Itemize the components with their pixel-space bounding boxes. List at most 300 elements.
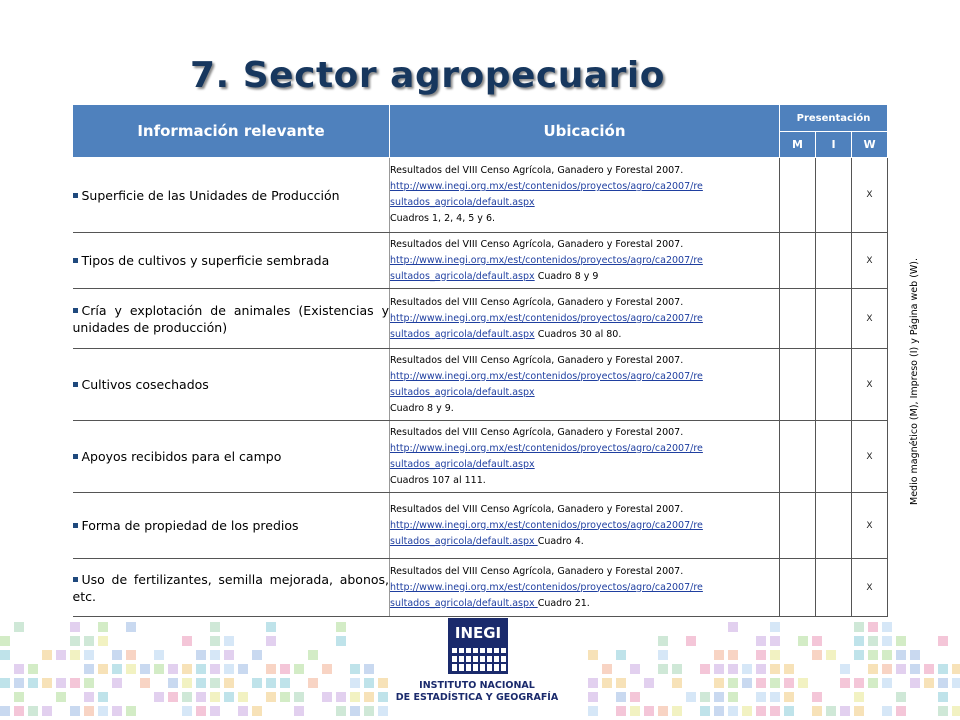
mosaic-tile [728, 678, 738, 688]
table-row [73, 559, 888, 617]
mosaic-tile [798, 678, 808, 688]
mosaic-tile [182, 692, 192, 702]
format-i-cell [816, 158, 852, 233]
mosaic-tile [812, 706, 822, 716]
mosaic-tile [112, 706, 122, 716]
info-cell [73, 493, 390, 559]
mosaic-tile [616, 706, 626, 716]
mosaic-tile [154, 650, 164, 660]
mosaic-tile [854, 678, 864, 688]
location-cell [390, 559, 780, 617]
cuadro-text: Cuadro 4. [537, 535, 584, 547]
mosaic-tile [896, 706, 906, 716]
mosaic-tile [882, 664, 892, 674]
mosaic-tile [14, 678, 24, 688]
format-w-cell: X [852, 158, 888, 233]
mosaic-tile [224, 650, 234, 660]
mosaic-tile [938, 664, 948, 674]
mosaic-tile [756, 636, 766, 646]
table-row [73, 233, 888, 289]
mosaic-tile [238, 706, 248, 716]
mosaic-tile [112, 678, 122, 688]
mosaic-tile [266, 622, 276, 632]
format-i-cell [816, 493, 852, 559]
mosaic-tile [0, 706, 10, 716]
logo-pixel [494, 648, 499, 653]
mosaic-tile [294, 692, 304, 702]
mosaic-tile [84, 692, 94, 702]
mosaic-tile [168, 678, 178, 688]
mosaic-tile [938, 636, 948, 646]
location-cell [390, 421, 780, 493]
mosaic-tile [224, 636, 234, 646]
mosaic-tile [630, 692, 640, 702]
source-text: Resultados del VIII Censo Agrícola, Ganadero y Forestal 2007. [390, 165, 684, 176]
mosaic-tile [70, 636, 80, 646]
mosaic-tile [882, 678, 892, 688]
source-text: Resultados del VIII Censo Agrícola, Ganadero y Forestal 2007. [390, 296, 684, 308]
bullet-icon [73, 258, 78, 263]
sources-table [72, 104, 888, 617]
mosaic-tile [630, 706, 640, 716]
logo-pixel [487, 664, 492, 671]
mosaic-tile [154, 664, 164, 674]
mosaic-tile [14, 692, 24, 702]
mosaic-tile [756, 706, 766, 716]
mosaic-tile [210, 664, 220, 674]
logo-line2: DE ESTADÍSTICA Y GEOGRAFÍA [395, 692, 559, 703]
mosaic-tile [672, 664, 682, 674]
mosaic-tile [728, 622, 738, 632]
mosaic-tile [336, 636, 346, 646]
mosaic-tile [224, 664, 234, 674]
mosaic-tile [672, 706, 682, 716]
source-link[interactable]: http://www.inegi.org.mx/est/contenidos/proyectos/agro/ca2007/re sultados_agricola/default.aspx [390, 370, 703, 398]
source-text: Resultados del VIII Censo Agrícola, Ganadero y Forestal 2007. [390, 426, 684, 438]
mosaic-tile [896, 664, 906, 674]
mosaic-tile [630, 664, 640, 674]
mosaic-tile [700, 692, 710, 702]
mosaic-tile [588, 650, 598, 660]
mosaic-tile [14, 622, 24, 632]
mosaic-tile [882, 622, 892, 632]
mosaic-tile [952, 678, 960, 688]
mosaic-tile [616, 650, 626, 660]
mosaic-tile [56, 678, 66, 688]
mosaic-tile [910, 678, 920, 688]
location-cell [390, 349, 780, 421]
mosaic-tile [126, 706, 136, 716]
mosaic-tile [770, 636, 780, 646]
mosaic-tile [728, 664, 738, 674]
mosaic-tile [658, 706, 668, 716]
info-text: Uso de fertilizantes, semilla mejorada, abonos, etc. [72, 571, 389, 604]
table-body [73, 158, 888, 617]
mosaic-tile [56, 692, 66, 702]
logo-pixel [473, 664, 478, 671]
mosaic-tile [364, 706, 374, 716]
mosaic-tile [84, 678, 94, 688]
mosaic-tile [280, 692, 290, 702]
mosaic-tile [84, 636, 94, 646]
mosaic-tile [266, 664, 276, 674]
logo-pixel [452, 664, 457, 671]
location-cell [390, 158, 780, 233]
logo-pixel [487, 656, 492, 662]
mosaic-tile [840, 706, 850, 716]
format-m-cell [780, 559, 816, 617]
logo-pixel [473, 656, 478, 662]
mosaic-tile [84, 650, 94, 660]
mosaic-tile [924, 678, 934, 688]
table-row [73, 493, 888, 559]
source-link[interactable]: http://www.inegi.org.mx/est/contenidos/proyectos/agro/ca2007/re sultados_agricola/default.aspx [390, 312, 703, 340]
format-i-cell [816, 559, 852, 617]
mosaic-tile [812, 636, 822, 646]
mosaic-tile [854, 650, 864, 660]
mosaic-tile [84, 664, 94, 674]
info-cell [73, 421, 390, 493]
info-text: Cría y explotación de animales (Existencias y unidades de producción) [72, 302, 389, 335]
mosaic-tile [714, 664, 724, 674]
info-cell [73, 233, 390, 289]
mosaic-tile [336, 706, 346, 716]
mosaic-tile [196, 706, 206, 716]
mosaic-tile [364, 664, 374, 674]
logo-pixel [452, 656, 457, 662]
logo-pixel [494, 656, 499, 662]
source-text: Resultados del VIII Censo Agrícola, Ganadero y Forestal 2007. [390, 503, 684, 515]
mosaic-tile [770, 650, 780, 660]
mosaic-tile [756, 678, 766, 688]
mosaic-tile [770, 678, 780, 688]
mosaic-tile [756, 650, 766, 660]
mosaic-tile [224, 692, 234, 702]
mosaic-tile [210, 622, 220, 632]
mosaic-tile [770, 664, 780, 674]
info-text: Cultivos cosechados [81, 377, 209, 392]
mosaic-tile [784, 706, 794, 716]
mosaic-tile [868, 678, 878, 688]
logo-pixel [480, 656, 485, 662]
mosaic-tile [140, 678, 150, 688]
mosaic-tile [882, 706, 892, 716]
mosaic-tile [868, 664, 878, 674]
mosaic-tile [798, 636, 808, 646]
mosaic-tile [826, 706, 836, 716]
mosaic-tile [42, 706, 52, 716]
mosaic-tile [784, 678, 794, 688]
inegi-logo [392, 612, 562, 712]
cuadro-text: Cuadros 30 al 80. [534, 328, 622, 340]
mosaic-tile [168, 692, 178, 702]
mosaic-tile [0, 650, 10, 660]
logo-pixel [452, 648, 457, 653]
mosaic-tile [266, 678, 276, 688]
logo-pixel [459, 648, 464, 653]
mosaic-tile [378, 692, 388, 702]
cuadros-text: Cuadro 8 y 9. [390, 402, 454, 414]
format-w-cell: X [852, 349, 888, 421]
mosaic-tile [812, 650, 822, 660]
page-title: 7. Sector agropecuario [190, 55, 665, 96]
bullet-icon [73, 193, 78, 198]
mosaic-tile [126, 622, 136, 632]
source-link[interactable]: http://www.inegi.org.mx/est/contenidos/proyectos/agro/ca2007/re sultados_agricola/default.aspx [390, 442, 703, 470]
table-row [73, 349, 888, 421]
mosaic-tile [742, 664, 752, 674]
mosaic-tile [616, 692, 626, 702]
mosaic-tile [756, 664, 766, 674]
mosaic-tile [266, 692, 276, 702]
bullet-icon [73, 454, 78, 459]
mosaic-tile [658, 664, 668, 674]
source-link[interactable]: http://www.inegi.org.mx/est/contenidos/proyectos/agro/ca2007/re sultados_agricola/default.aspx [390, 181, 703, 208]
source-text: Resultados del VIII Censo Agrícola, Ganadero y Forestal 2007. [390, 565, 684, 577]
logo-pixel [501, 648, 506, 653]
format-i-cell [816, 233, 852, 289]
mosaic-tile [756, 692, 766, 702]
mosaic-tile [868, 636, 878, 646]
mosaic-tile [770, 692, 780, 702]
info-cell [73, 559, 390, 617]
header-presentacion: Presentación [780, 105, 888, 132]
mosaic-tile [98, 664, 108, 674]
mosaic-tile [308, 678, 318, 688]
mosaic-tile [854, 692, 864, 702]
mosaic-tile [364, 678, 374, 688]
mosaic-tile [182, 664, 192, 674]
mosaic-tile [784, 692, 794, 702]
mosaic-tile [252, 706, 262, 716]
logo-pixel [501, 656, 506, 662]
bullet-icon [73, 523, 78, 528]
mosaic-tile [826, 650, 836, 660]
mosaic-tile [588, 692, 598, 702]
mosaic-tile [700, 706, 710, 716]
mosaic-tile [350, 664, 360, 674]
info-cell [73, 158, 390, 233]
mosaic-tile [854, 622, 864, 632]
mosaic-tile [210, 706, 220, 716]
mosaic-tile [182, 678, 192, 688]
mosaic-tile [308, 650, 318, 660]
mosaic-tile [588, 706, 598, 716]
mosaic-tile [350, 706, 360, 716]
mosaic-tile [770, 706, 780, 716]
mosaic-tile [770, 622, 780, 632]
mosaic-tile [140, 664, 150, 674]
mosaic-tile [210, 678, 220, 688]
mosaic-tile [854, 706, 864, 716]
mosaic-tile [210, 692, 220, 702]
mosaic-tile [378, 706, 388, 716]
mosaic-tile [350, 692, 360, 702]
mosaic-tile [28, 678, 38, 688]
mosaic-tile [322, 664, 332, 674]
mosaic-tile [952, 664, 960, 674]
mosaic-tile [70, 650, 80, 660]
logo-pixel [466, 664, 471, 671]
mosaic-tile [98, 706, 108, 716]
source-link[interactable]: http://www.inegi.org.mx/est/contenidos/proyectos/agro/ca2007/re sultados_agricola/default.aspx [390, 519, 703, 547]
mosaic-tile [896, 636, 906, 646]
mosaic-tile [238, 664, 248, 674]
logo-pixel [459, 656, 464, 662]
mosaic-tile [294, 706, 304, 716]
source-text: Resultados del VIII Censo Agrícola, Ganadero y Forestal 2007. [390, 238, 684, 250]
logo-pixel [480, 664, 485, 671]
format-i-cell [816, 349, 852, 421]
mosaic-tile [182, 636, 192, 646]
mosaic-tile [294, 664, 304, 674]
logo-pixel [466, 648, 471, 653]
mosaic-tile [196, 664, 206, 674]
mosaic-tile [672, 678, 682, 688]
mosaic-tile [322, 692, 332, 702]
source-link[interactable]: http://www.inegi.org.mx/est/contenidos/proyectos/agro/ca2007/re sultados_agricola/default.aspx [390, 254, 703, 282]
mosaic-tile [42, 678, 52, 688]
mosaic-tile [728, 706, 738, 716]
mosaic-tile [938, 678, 948, 688]
mosaic-tile [924, 664, 934, 674]
bullet-icon [73, 382, 78, 387]
mosaic-tile [98, 692, 108, 702]
info-cell [73, 289, 390, 349]
format-i-cell [816, 289, 852, 349]
mosaic-tile [868, 622, 878, 632]
mosaic-tile [224, 678, 234, 688]
mosaic-tile [14, 706, 24, 716]
mosaic-tile [0, 636, 10, 646]
mosaic-tile [28, 706, 38, 716]
mosaic-tile [182, 706, 192, 716]
mosaic-tile [168, 664, 178, 674]
mosaic-tile [686, 692, 696, 702]
mosaic-tile [0, 678, 10, 688]
mosaic-tile [686, 636, 696, 646]
mosaic-tile [588, 678, 598, 688]
mosaic-tile [252, 650, 262, 660]
mosaic-tile [938, 706, 948, 716]
mosaic-tile [112, 664, 122, 674]
logo-pixel [466, 656, 471, 662]
mosaic-tile [84, 706, 94, 716]
mosaic-tile [854, 636, 864, 646]
mosaic-tile [336, 622, 346, 632]
format-m-cell [780, 289, 816, 349]
table-row [73, 421, 888, 493]
mosaic-tile [210, 650, 220, 660]
mosaic-tile [658, 636, 668, 646]
mosaic-tile [644, 706, 654, 716]
logo-pixel [473, 648, 478, 653]
table-row [73, 289, 888, 349]
mosaic-tile [336, 692, 346, 702]
mosaic-tile [938, 692, 948, 702]
mosaic-tile [812, 692, 822, 702]
mosaic-tile [840, 664, 850, 674]
info-text: Tipos de cultivos y superficie sembrada [81, 253, 330, 268]
mosaic-tile [154, 692, 164, 702]
mosaic-tile [602, 678, 612, 688]
mosaic-tile [728, 650, 738, 660]
info-text: Superficie de las Unidades de Producción [81, 187, 340, 203]
mosaic-tile [728, 692, 738, 702]
cuadro-text: Cuadro 21. [537, 597, 590, 609]
format-m-cell [780, 233, 816, 289]
mosaic-tile [14, 664, 24, 674]
mosaic-tile [42, 650, 52, 660]
mosaic-tile [28, 664, 38, 674]
mosaic-tile [714, 706, 724, 716]
format-m-cell [780, 421, 816, 493]
location-cell [390, 289, 780, 349]
mosaic-tile [238, 692, 248, 702]
mosaic-tile [616, 678, 626, 688]
logo-line1: INSTITUTO NACIONAL [419, 680, 535, 691]
mosaic-tile [910, 664, 920, 674]
presentation-legend: Medio magnético (M), Impreso (I) y Página web (W). [909, 257, 920, 505]
mosaic-tile [112, 650, 122, 660]
header-ubicacion: Ubicación [390, 105, 780, 158]
mosaic-tile [56, 650, 66, 660]
mosaic-tile [714, 678, 724, 688]
mosaic-tile [602, 664, 612, 674]
info-text: Forma de propiedad de los predios [81, 518, 299, 533]
source-text: Resultados del VIII Censo Agrícola, Ganadero y Forestal 2007. [390, 354, 684, 366]
cuadro-text: Cuadro 8 y 9 [534, 270, 599, 282]
mosaic-tile [266, 636, 276, 646]
mosaic-tile [882, 636, 892, 646]
source-link[interactable]: http://www.inegi.org.mx/est/contenidos/proyectos/agro/ca2007/re sultados_agricola/default.aspx [390, 581, 703, 609]
bullet-icon [73, 577, 78, 582]
mosaic-tile [910, 650, 920, 660]
cuadros-text: Cuadros 1, 2, 4, 5 y 6. [390, 213, 496, 224]
mosaic-tile [126, 650, 136, 660]
mosaic-tile [196, 678, 206, 688]
mosaic-tile [70, 678, 80, 688]
logo-pixel [501, 664, 506, 671]
mosaic-tile [882, 650, 892, 660]
mosaic-tile [868, 650, 878, 660]
mosaic-tile [196, 692, 206, 702]
mosaic-tile [952, 706, 960, 716]
format-m-cell [780, 493, 816, 559]
table-row [73, 158, 888, 233]
logo-pixel [459, 664, 464, 671]
mosaic-tile [700, 664, 710, 674]
logo-wordmark: INEGI [454, 624, 502, 642]
format-w-cell: X [852, 559, 888, 617]
mosaic-tile [378, 678, 388, 688]
logo-pixel [494, 664, 499, 671]
format-w-cell: X [852, 493, 888, 559]
mosaic-tile [840, 678, 850, 688]
format-w-cell: X [852, 289, 888, 349]
header-info: Información relevante [73, 105, 390, 158]
info-text: Apoyos recibidos para el campo [81, 449, 282, 464]
mosaic-tile [714, 692, 724, 702]
mosaic-tile [658, 650, 668, 660]
location-cell [390, 233, 780, 289]
mosaic-tile [280, 664, 290, 674]
mosaic-tile [196, 650, 206, 660]
format-i-cell [816, 421, 852, 493]
format-m-cell [780, 349, 816, 421]
mosaic-tile [742, 706, 752, 716]
format-w-cell: X [852, 421, 888, 493]
